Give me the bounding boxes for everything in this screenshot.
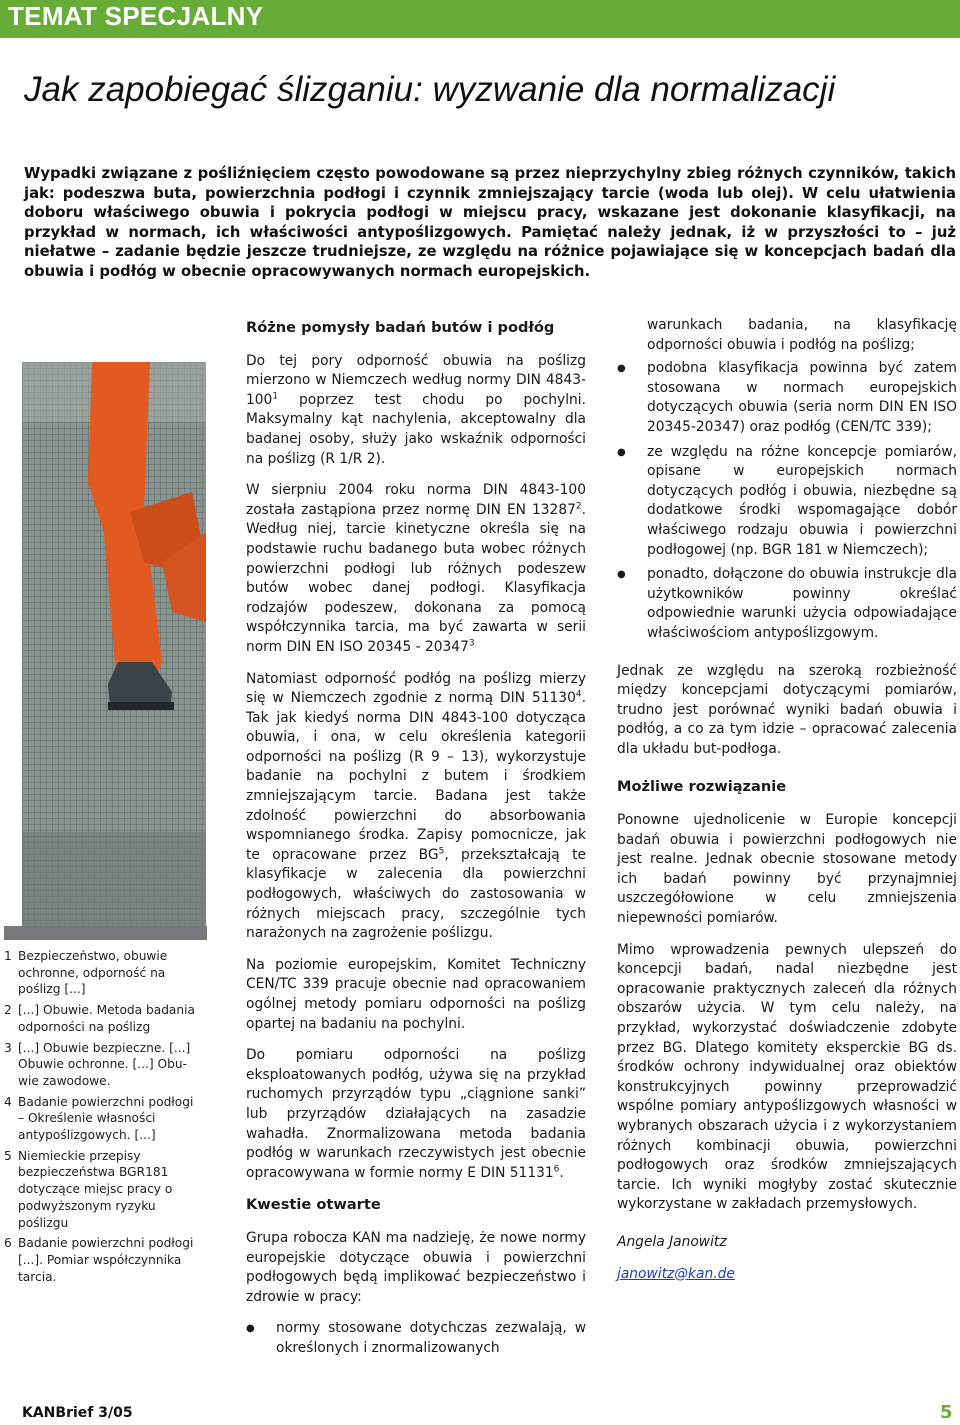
footnote-number: 5 bbox=[4, 1148, 12, 1163]
footnote-number: 1 bbox=[4, 949, 12, 963]
bullet-item: ● normy stosowane dotychczas zezwalają, w określonych i znormalizowanych bbox=[246, 1319, 586, 1358]
footnote-item bbox=[4, 1235, 202, 1285]
publication-footer: KANBrief 3/05 bbox=[22, 1405, 133, 1421]
paragraph: W sierpniu 2004 roku norma DIN 4843-100 została zastąpiona przez normę DIN EN 13287$^2$. Według niej, tarcie kinetyczne określa się na podstawie ruchu badanego buta wobec różnych powierzchni podłogi lub różnych podeszew butów wobec danej podłogi. Klasyfikacja rodzajów podeszew, dokonana za pomocą współczynnika tarcia, ma być zawarta w serii norm DIN EN ISO 20345 - 20347$^3$ bbox=[246, 482, 586, 655]
right-column bbox=[617, 316, 957, 1284]
photo-illustration bbox=[22, 362, 206, 928]
bullet-list bbox=[246, 1319, 586, 1358]
lead-paragraph: Wypadki związane z pośliźnięciem często powodowane są przez nieprzychylny zbieg różnych czynników, takich jak: podeszwa buta, powierzchnia podłogi i czynnik zmniejszający tarcie (woda lub olej). W celu ułatwienia doboru właściwego obuwia i pokrycia podłogi w miejscu pracy, wskazane jest dokonanie klasyfikacji, na przykład w normach, ich właściwości antypoślizgowych. Pamiętać należy jednak, iż w przyszłości to – już niełatwe – zadanie będzie jeszcze trudniejsze, ze względu na różnice pojawiające się w koncepcjach badań dla obuwia i podłóg w obecnie opracowywanych normach europejskich. bbox=[24, 165, 956, 280]
paragraph: Natomiast odporność podłóg na poślizg mierzy się w Niemczech zgodnie z normą DIN 51130$^4$. Tak jak kiedyś norma DIN 4843-100 dotycząca obuwia, i ona, w celu określenia kategorii odporności na poślizg (R 9 – 13), wykorzystuje badanie na pochylni z butem i środkiem zmniejszającym tarcie. Badana jest także zdolność powierzchni do absorbowania wspomnianego środka. Zapisy pomocnicze, jak te opracowane przez $BG^5$, przekształcają te klasyfikacje w zalecenia dla powierzchni podłogowych, właściwych do zastosowania w różnych miejscach pracy, szczególnie tych narażonych na zagrożenie poślizgu. bbox=[246, 670, 587, 942]
footnote-item bbox=[4, 948, 202, 998]
footnote-text: Bezpieczeństwo, obuwie ochronne, odporność na poślizg [...] bbox=[18, 949, 168, 997]
paragraph: Grupa robocza KAN ma nadzieję, że nowe normy europejskie dotyczące obuwia i powierzchni podłogowych będą implikować bezpieczeństwo i zdrowie w pracy: bbox=[246, 1229, 586, 1305]
middle-column bbox=[246, 318, 586, 1371]
footnotes bbox=[4, 948, 202, 1289]
paragraph: Ponowne ujednolicenie w Europie koncepcji badań obuwia i powierzchni podłogowych nie jest realne. Jednak obecnie stosowane metody ich badań powinny być przynajmniej uszczegółowione w celu zmniejszenia niepewności pomiarów. bbox=[617, 812, 957, 927]
footnote-text: Badanie powierzchni podłogi [...]. Pomiar współczynnika tarcia. bbox=[18, 1236, 194, 1284]
footnote-number: 4 bbox=[4, 1094, 12, 1109]
paragraph: warunkach badania, na klasyfikację odporności obuwia i podłóg na poślizg; bbox=[647, 317, 957, 353]
footnote-item bbox=[4, 1094, 202, 1144]
bullet-list bbox=[617, 359, 957, 643]
section-heading: Różne pomysły badań butów i podłóg bbox=[246, 319, 555, 336]
footnote-item bbox=[4, 1002, 202, 1035]
paragraph: Jednak ze względu na szeroką rozbieżność między koncepcjami dotyczącymi pomiarów, trudno jest porównać wyniki badań obuwia i podłóg, a co za tym idzie – opracować zalecenia dla układu but-podłoga. bbox=[617, 662, 957, 757]
author-email-link[interactable]: janowitz@kan.de bbox=[617, 1265, 735, 1282]
footnote-text: Badanie powierzchni podłogi – Określenie własności antypoślizgowych. [...] bbox=[18, 1094, 194, 1143]
footnote-item bbox=[4, 1040, 202, 1090]
paragraph: Mimo wprowadzenia pewnych ulepszeń do koncepcji badań, nadal niezbędne jest opracowanie praktycznych zaleceń dla różnych obszarów użycia. W tym celu należy, na przykład, wykorzystać doświadczenie zdobyte przez BG. Dlatego komitety eksperckie BG ds. środków ochrony indywidualnej oraz obiektów konstrukcyjnych powinny przeprowadzić wspólne pomiary antypoślizgowych własności w wybranych obszarach użycia i z wykorzystaniem różnych kombinacji obuwia, powierzchni podłogowych oraz środków zmniejszających tarcie. Ich wyniki mogłyby zostać skutecznie wykorzystane w zakładach przemysłowych. bbox=[617, 941, 957, 1213]
photo-caption-bar bbox=[4, 926, 207, 940]
page-number: 5 bbox=[940, 1402, 953, 1423]
author-name: Angela Janowitz bbox=[617, 1233, 727, 1250]
section-banner bbox=[0, 0, 960, 38]
bullet-item: ● ponadto, dołączone do obuwia instrukcje dla użytkowników powinny określać odpowiednie warunki użycia odpowiadające właściwościom antypoślizgowym. bbox=[617, 565, 957, 643]
footnote-number: 2 bbox=[4, 1003, 12, 1018]
footnote-number: 3 bbox=[4, 1040, 12, 1055]
footnote-item bbox=[4, 1148, 202, 1232]
footnote-text: Niemieckie przepisy bezpieczeństwa BGR181 dotyczące miejsc pracy o podwyższonym ryzyku poślizgu bbox=[18, 1148, 173, 1230]
bullet-item: ● podobna klasyfikacja powinna być zatem stosowana w normach europejskich dotyczących obuwia (seria norm DIN EN ISO 20345-20347) oraz podłóg (CEN/TC 339); bbox=[617, 359, 957, 437]
article-headline: Jak zapobiegać ślizganiu: wyzwanie dla normalizacji bbox=[24, 70, 836, 109]
paragraph: Do pomiaru odporności na poślizg eksploatowanych podłóg, używa się na przykład ruchomych przyrządów typu „ciągnione sanki” lub przyrządów działających na zasadzie wahadła. Znormalizowana metoda badania podłóg w warunkach rzeczywistych jest obecnie opracowywana w formie normy E DIN 51131$^6$. bbox=[246, 1047, 586, 1181]
paragraph: Na poziomie europejskim, Komitet Techniczny CEN/TC 339 pracuje obecnie nad opracowaniem ogólnej metody pomiaru odporności na poślizg opartej na badaniu na pochylni. bbox=[246, 956, 586, 1032]
paragraph: Do tej pory odporność obuwia na poślizg mierzono w Niemczech według normy DIN $4843-100^1$ poprzez test chodu po pochylni. Maksymalny kąt nachylenia, akceptowalny dla badanej osoby, służy jako wskaźnik odporności na poślizg (R 1/R 2). bbox=[246, 352, 586, 467]
footnote-text: [...] Obuwie bezpieczne. [...] Obuwie ochronne. [...] Obu-wie zawodowe. bbox=[18, 1040, 191, 1088]
bullet-item: ● ze względu na różne koncepcje pomiarów, opisane w europejskich normach dotyczących podłóg i obuwia, niezbędne są dodatkowe środki wspomagające dobór właściwego rodzaju obuwia i powierzchni podłogowej (np. BGR 181 w Niemczech); bbox=[617, 443, 957, 561]
section-heading: Kwestie otwarte bbox=[246, 1196, 381, 1214]
article-photo bbox=[22, 362, 206, 928]
section-heading: Możliwe rozwiązanie bbox=[617, 778, 787, 796]
footnote-number: 6 bbox=[4, 1236, 12, 1251]
footnote-text: [...] Obuwie. Metoda badania odporności na poślizg bbox=[18, 1003, 195, 1034]
section-title: TEMAT SPECJALNY bbox=[8, 1, 264, 31]
